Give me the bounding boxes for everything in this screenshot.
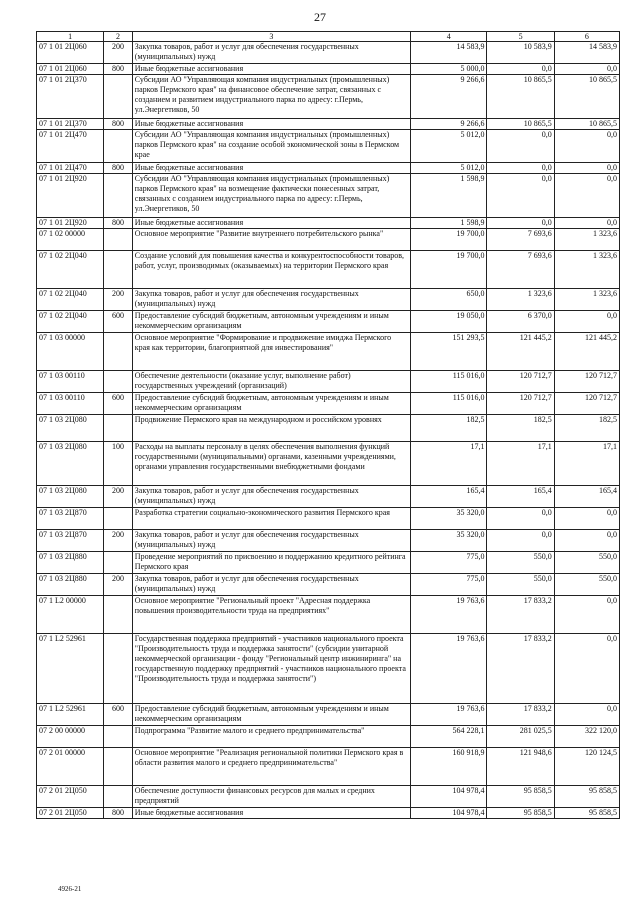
- table-row: [37, 174, 620, 218]
- row-value-year2: 0,0: [487, 174, 554, 218]
- row-code: 07 1 01 2Ц920: [37, 218, 104, 229]
- row-name: Закупка товаров, работ и услуг для обеспечения государственных (муниципальных) нужд: [132, 486, 410, 508]
- row-value-year2: 0,0: [487, 530, 554, 552]
- row-name: Основное мероприятие "Региональный проект "Адресная поддержка повышения производительности труда на предприятиях": [132, 596, 410, 634]
- row-value-year3: 95 858,5: [554, 786, 619, 808]
- table-row: [37, 442, 620, 486]
- row-value-year2: 1 323,6: [487, 289, 554, 311]
- row-expense-type: 800: [104, 163, 133, 174]
- row-value-year3: 121 445,2: [554, 333, 619, 371]
- row-value-year2: 10 583,9: [487, 42, 554, 64]
- table-row: [37, 311, 620, 333]
- table-row: [37, 552, 620, 574]
- row-value-year2: 550,0: [487, 552, 554, 574]
- row-value-year2: 6 370,0: [487, 311, 554, 333]
- row-value-year3: 0,0: [554, 64, 619, 75]
- row-name: Закупка товаров, работ и услуг для обеспечения государственных (муниципальных) нужд: [132, 289, 410, 311]
- table-row: [37, 64, 620, 75]
- row-value-year1: 5 000,0: [411, 64, 487, 75]
- row-value-year2: 0,0: [487, 64, 554, 75]
- table-row: [37, 163, 620, 174]
- row-name: Закупка товаров, работ и услуг для обеспечения государственных (муниципальных) нужд: [132, 42, 410, 64]
- row-value-year1: 19 700,0: [411, 251, 487, 289]
- row-expense-type: 200: [104, 486, 133, 508]
- row-value-year3: 0,0: [554, 174, 619, 218]
- row-code: 07 1 01 2Ц470: [37, 163, 104, 174]
- row-expense-type: [104, 251, 133, 289]
- row-value-year2: 281 025,5: [487, 726, 554, 748]
- row-value-year2: 0,0: [487, 508, 554, 530]
- row-value-year1: 9 266,6: [411, 119, 487, 130]
- row-value-year3: 0,0: [554, 311, 619, 333]
- row-value-year3: 0,0: [554, 530, 619, 552]
- row-code: 07 2 00 00000: [37, 726, 104, 748]
- row-name: Субсидии АО "Управляющая компания индустриальных (промышленных) парков Пермского края" на создание особой экономической зоны в Пермском крае: [132, 130, 410, 163]
- row-value-year1: 35 320,0: [411, 530, 487, 552]
- row-value-year1: 151 293,5: [411, 333, 487, 371]
- row-name: Закупка товаров, работ и услуг для обеспечения государственных (муниципальных) нужд: [132, 574, 410, 596]
- row-code: 07 1 03 2Ц870: [37, 530, 104, 552]
- table-row: [37, 704, 620, 726]
- column-header: 1: [37, 32, 104, 42]
- row-expense-type: 600: [104, 393, 133, 415]
- row-value-year1: 35 320,0: [411, 508, 487, 530]
- row-name: Иные бюджетные ассигнования: [132, 163, 410, 174]
- row-value-year2: 165,4: [487, 486, 554, 508]
- row-value-year1: 19 763,6: [411, 596, 487, 634]
- row-value-year2: 120 712,7: [487, 393, 554, 415]
- row-expense-type: [104, 333, 133, 371]
- row-expense-type: 100: [104, 442, 133, 486]
- row-value-year3: 0,0: [554, 218, 619, 229]
- table-row: [37, 218, 620, 229]
- row-value-year3: 14 583,9: [554, 42, 619, 64]
- row-code: 07 1 03 2Ц080: [37, 415, 104, 442]
- row-name: Основное мероприятие "Реализация региональной политики Пермского края в области развития малого и среднего предпринимательства": [132, 748, 410, 786]
- row-code: 07 1 02 00000: [37, 229, 104, 251]
- table-row: [37, 229, 620, 251]
- row-code: 07 1 L2 52961: [37, 704, 104, 726]
- row-value-year1: 775,0: [411, 574, 487, 596]
- row-name: Иные бюджетные ассигнования: [132, 218, 410, 229]
- row-value-year2: 182,5: [487, 415, 554, 442]
- row-value-year3: 182,5: [554, 415, 619, 442]
- table-row: [37, 596, 620, 634]
- row-value-year2: 0,0: [487, 163, 554, 174]
- row-name: Продвижение Пермского края на международном и российском уровнях: [132, 415, 410, 442]
- row-value-year2: 7 693,6: [487, 251, 554, 289]
- row-expense-type: [104, 786, 133, 808]
- row-value-year1: 5 012,0: [411, 163, 487, 174]
- row-value-year1: 564 228,1: [411, 726, 487, 748]
- row-name: Основное мероприятие "Развитие внутреннего потребительского рынка": [132, 229, 410, 251]
- row-expense-type: [104, 596, 133, 634]
- row-value-year1: 165,4: [411, 486, 487, 508]
- row-value-year3: 0,0: [554, 163, 619, 174]
- row-value-year2: 17 833,2: [487, 634, 554, 704]
- row-name: Расходы на выплаты персоналу в целях обеспечения выполнения функций государственными (муниципальными) органами, казенными учреждениями, органами управления государственными внебюджетными фондами: [132, 442, 410, 486]
- row-name: Иные бюджетные ассигнования: [132, 119, 410, 130]
- row-code: 07 1 01 2Ц060: [37, 64, 104, 75]
- row-name: Предоставление субсидий бюджетным, автономным учреждениям и иным некоммерческим организациям: [132, 393, 410, 415]
- row-code: 07 1 01 2Ц920: [37, 174, 104, 218]
- row-name: Предоставление субсидий бюджетным, автономным учреждениям и иным некоммерческим организациям: [132, 704, 410, 726]
- row-value-year1: 9 266,6: [411, 75, 487, 119]
- row-name: Иные бюджетные ассигнования: [132, 808, 410, 819]
- table-row: [37, 42, 620, 64]
- row-code: 07 1 03 2Ц080: [37, 442, 104, 486]
- column-header: 5: [487, 32, 554, 42]
- row-value-year3: 95 858,5: [554, 808, 619, 819]
- row-value-year1: 115 016,0: [411, 393, 487, 415]
- row-value-year2: 17 833,2: [487, 704, 554, 726]
- table-row: [37, 508, 620, 530]
- row-expense-type: [104, 75, 133, 119]
- row-expense-type: [104, 174, 133, 218]
- row-expense-type: [104, 371, 133, 393]
- row-expense-type: 200: [104, 289, 133, 311]
- table-row: [37, 808, 620, 819]
- table-row: [37, 486, 620, 508]
- row-value-year3: 0,0: [554, 508, 619, 530]
- table-row: [37, 786, 620, 808]
- column-header: 3: [132, 32, 410, 42]
- row-value-year2: 0,0: [487, 218, 554, 229]
- row-value-year1: 650,0: [411, 289, 487, 311]
- row-value-year1: 19 763,6: [411, 704, 487, 726]
- row-code: 07 2 01 2Ц050: [37, 808, 104, 819]
- row-value-year2: 10 865,5: [487, 119, 554, 130]
- row-value-year1: 1 598,9: [411, 218, 487, 229]
- row-expense-type: 200: [104, 574, 133, 596]
- row-name: Создание условий для повышения качества и конкурентоспособности товаров, работ, услуг, производимых (оказываемых) на территории Пермского края: [132, 251, 410, 289]
- table-header: [37, 32, 620, 42]
- row-expense-type: [104, 552, 133, 574]
- row-name: Иные бюджетные ассигнования: [132, 64, 410, 75]
- column-header: 4: [411, 32, 487, 42]
- row-expense-type: 200: [104, 42, 133, 64]
- row-name: Обеспечение доступности финансовых ресурсов для малых и средних предприятий: [132, 786, 410, 808]
- table-row: [37, 634, 620, 704]
- table-row: [37, 251, 620, 289]
- table-row: [37, 726, 620, 748]
- row-code: 07 1 03 2Ц870: [37, 508, 104, 530]
- row-code: 07 1 01 2Ц060: [37, 42, 104, 64]
- row-value-year1: 19 050,0: [411, 311, 487, 333]
- row-expense-type: 200: [104, 530, 133, 552]
- row-code: 07 1 L2 00000: [37, 596, 104, 634]
- row-expense-type: 800: [104, 218, 133, 229]
- row-name: Субсидии АО "Управляющая компания индустриальных (промышленных) парков Пермского края" на возмещение фактически понесенных затрат, связанных с созданием индустриального парка по адресу: г.Пермь, ул.Энергетиков, 50: [132, 174, 410, 218]
- row-value-year2: 121 948,6: [487, 748, 554, 786]
- row-value-year1: 115 016,0: [411, 371, 487, 393]
- row-value-year3: 1 323,6: [554, 289, 619, 311]
- table-row: [37, 119, 620, 130]
- row-value-year3: 165,4: [554, 486, 619, 508]
- row-value-year2: 0,0: [487, 130, 554, 163]
- row-value-year1: 14 583,9: [411, 42, 487, 64]
- row-code: 07 1 03 2Ц880: [37, 552, 104, 574]
- row-value-year1: 17,1: [411, 442, 487, 486]
- row-code: 07 1 02 2Ц040: [37, 311, 104, 333]
- row-value-year3: 0,0: [554, 130, 619, 163]
- row-expense-type: 800: [104, 808, 133, 819]
- row-value-year2: 121 445,2: [487, 333, 554, 371]
- row-value-year3: 120 712,7: [554, 393, 619, 415]
- row-value-year3: 0,0: [554, 704, 619, 726]
- row-code: 07 1 L2 52961: [37, 634, 104, 704]
- row-expense-type: 800: [104, 64, 133, 75]
- row-expense-type: [104, 726, 133, 748]
- row-value-year2: 95 858,5: [487, 808, 554, 819]
- row-code: 07 1 02 2Ц040: [37, 289, 104, 311]
- row-value-year2: 95 858,5: [487, 786, 554, 808]
- row-expense-type: [104, 634, 133, 704]
- row-value-year1: 775,0: [411, 552, 487, 574]
- row-code: 07 2 01 2Ц050: [37, 786, 104, 808]
- row-name: Разработка стратегии социально-экономического развития Пермского края: [132, 508, 410, 530]
- row-value-year3: 120 712,7: [554, 371, 619, 393]
- row-value-year1: 1 598,9: [411, 174, 487, 218]
- row-value-year2: 550,0: [487, 574, 554, 596]
- row-name: Проведение мероприятий по присвоению и поддержанию кредитного рейтинга Пермского края: [132, 552, 410, 574]
- row-value-year3: 0,0: [554, 596, 619, 634]
- row-expense-type: [104, 229, 133, 251]
- row-value-year1: 182,5: [411, 415, 487, 442]
- table-row: [37, 75, 620, 119]
- row-value-year1: 104 978,4: [411, 786, 487, 808]
- row-code: 07 1 01 2Ц370: [37, 119, 104, 130]
- table-row: [37, 748, 620, 786]
- row-value-year1: 19 700,0: [411, 229, 487, 251]
- row-expense-type: 600: [104, 311, 133, 333]
- row-value-year2: 7 693,6: [487, 229, 554, 251]
- row-value-year1: 19 763,6: [411, 634, 487, 704]
- row-code: 07 1 03 00110: [37, 371, 104, 393]
- table-row: [37, 574, 620, 596]
- row-value-year3: 550,0: [554, 574, 619, 596]
- row-name: Основное мероприятие "Формирование и продвижение имиджа Пермского края как территории, благоприятной для инвестирования": [132, 333, 410, 371]
- table-row: [37, 333, 620, 371]
- table-row: [37, 530, 620, 552]
- row-expense-type: [104, 748, 133, 786]
- row-name: Государственная поддержка предприятий - участников национального проекта "Производительность труда и поддержка занятости" (субсидии унитарной некоммерческой организации - фонду "Региональный центр инжиниринга" на государственную поддержку предприятий - участников национального проекта "Производительность труда и поддержка занятости"): [132, 634, 410, 704]
- row-value-year1: 160 918,9: [411, 748, 487, 786]
- row-value-year2: 17 833,2: [487, 596, 554, 634]
- row-value-year3: 322 120,0: [554, 726, 619, 748]
- row-expense-type: [104, 130, 133, 163]
- row-code: 07 1 03 00110: [37, 393, 104, 415]
- row-name: Предоставление субсидий бюджетным, автономным учреждениям и иным некоммерческим организациям: [132, 311, 410, 333]
- row-value-year1: 104 978,4: [411, 808, 487, 819]
- table-row: [37, 130, 620, 163]
- row-expense-type: [104, 508, 133, 530]
- table-row: [37, 415, 620, 442]
- row-expense-type: 600: [104, 704, 133, 726]
- row-value-year2: 120 712,7: [487, 371, 554, 393]
- column-header: 6: [554, 32, 619, 42]
- row-value-year2: 10 865,5: [487, 75, 554, 119]
- row-expense-type: 800: [104, 119, 133, 130]
- row-value-year3: 550,0: [554, 552, 619, 574]
- row-name: Обеспечение деятельности (оказание услуг, выполнение работ) государственных учреждений (организаций): [132, 371, 410, 393]
- row-code: 07 1 03 2Ц080: [37, 486, 104, 508]
- budget-table: [36, 31, 620, 819]
- row-code: 07 1 03 2Ц880: [37, 574, 104, 596]
- table-row: [37, 371, 620, 393]
- table-row: [37, 289, 620, 311]
- column-header: 2: [104, 32, 133, 42]
- table-row: [37, 393, 620, 415]
- row-value-year3: 1 323,6: [554, 229, 619, 251]
- column-number-row: [37, 32, 620, 42]
- table-body: [37, 42, 620, 819]
- row-expense-type: [104, 415, 133, 442]
- document-footer-code: 4926-21: [58, 885, 82, 893]
- row-value-year3: 10 865,5: [554, 119, 619, 130]
- row-value-year3: 17,1: [554, 442, 619, 486]
- row-value-year3: 10 865,5: [554, 75, 619, 119]
- row-code: 07 1 01 2Ц470: [37, 130, 104, 163]
- row-value-year1: 5 012,0: [411, 130, 487, 163]
- row-code: 07 1 03 00000: [37, 333, 104, 371]
- row-code: 07 2 01 00000: [37, 748, 104, 786]
- row-value-year3: 120 124,5: [554, 748, 619, 786]
- row-value-year2: 17,1: [487, 442, 554, 486]
- row-code: 07 1 02 2Ц040: [37, 251, 104, 289]
- row-name: Подпрограмма "Развитие малого и среднего предпринимательства": [132, 726, 410, 748]
- row-code: 07 1 01 2Ц370: [37, 75, 104, 119]
- row-name: Закупка товаров, работ и услуг для обеспечения государственных (муниципальных) нужд: [132, 530, 410, 552]
- row-value-year3: 1 323,6: [554, 251, 619, 289]
- page-number: 27: [314, 10, 326, 24]
- row-name: Субсидии АО "Управляющая компания индустриальных (промышленных) парков Пермского края" на финансовое обеспечение затрат, связанных с созданием и развитием индустриального парка по адресу: г.Пермь, ул.Энергетиков, 50: [132, 75, 410, 119]
- row-value-year3: 0,0: [554, 634, 619, 704]
